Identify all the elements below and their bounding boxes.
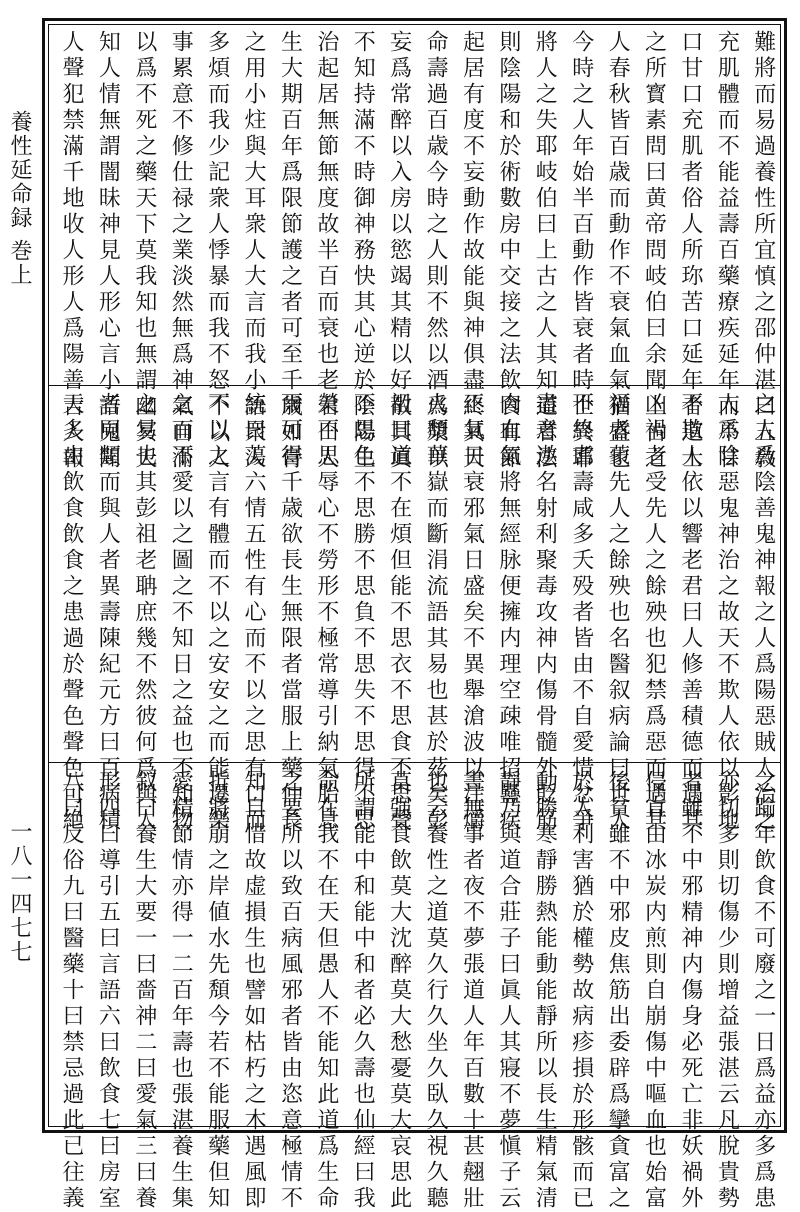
- text-column: 妄爲常醉以入房以慾竭其精以好散其眞: [386, 30, 412, 472]
- panel-divider-2: [48, 762, 781, 763]
- text-column: 之人爲陰善鬼神報之人爲陽惡賊人治之: [750, 392, 776, 834]
- text-column: 知人情無謂闇昧神見人形心言小語鬼聞: [95, 30, 121, 472]
- text-column: 也云養性之道莫久行久坐久臥久視久聽: [423, 770, 449, 1212]
- text-column: 不以之言有體而不以之安安之而能遷樂: [204, 392, 230, 834]
- text-column: 多煩而我少記衆人悸暴而我不怒不以人: [204, 30, 230, 472]
- text-column: 治起居無節無度故半百而衰也老君曰人: [313, 30, 339, 472]
- text-column: 之易也其彭祖老聃庶幾不然彼何爲與人: [131, 392, 157, 834]
- text-column: 靜乃與道合莊子曰眞人其寢不夢愼子云: [495, 770, 521, 1212]
- text-column: 之要所以致百病風邪者皆由恣意極情不: [277, 770, 303, 1212]
- text-column: 命在我不在天但愚人不能知此道爲生命: [313, 770, 339, 1212]
- text-column: 者同類而與人者異壽陳紀元方曰百病積: [95, 392, 121, 834]
- text-column: 盡意遨名射利聚毒攻神内傷骨髓外貶筋: [532, 392, 558, 834]
- text-column: 之所寳素問曰黄帝問岐伯曰余聞上古之: [641, 30, 667, 472]
- text-column: 後貧雖不中邪皮焦筋出委辟爲攣貪富之: [605, 770, 631, 1212]
- text-column: 叙曰養生大要一曰嗇神二曰愛氣三曰養: [131, 770, 157, 1212]
- text-column: 人春秋皆百歳而動作不衰氣血氣猶盛也: [605, 30, 631, 472]
- text-column: 充肌體而不能益壽百藥療疾延年而不甘: [714, 30, 740, 472]
- text-column: 火頽華嶽而斷涓流語其易也甚於茲矣彭: [423, 392, 449, 834]
- text-column: 以爲不死之藥天下莫我知也無謂幽冥天: [131, 30, 157, 472]
- text-column: 命壽過百歳今時之人則不然以酒爲漿以: [423, 30, 449, 472]
- text-column: 則陰陽和於術數房中交接之法飲食有節: [495, 30, 521, 472]
- panel-divider-1: [48, 385, 781, 386]
- text-column: 晝無事者夜不夢張道人年百數十甚翹壯: [459, 770, 485, 1212]
- text-column: 侵直由冰炭内煎則自崩傷中嘔血也始富: [641, 770, 667, 1212]
- margin-title: 養性延命録 巻上: [7, 110, 32, 287]
- text-column: 不欺人依以響老君曰人修善積德而遇其: [677, 392, 703, 834]
- text-column: 形四曰導引五曰言語六曰飲食七曰房室: [95, 770, 121, 1212]
- text-panel-top: [59, 30, 776, 472]
- text-column: 祖曰道不在煩但能不思衣不思食不思聲: [386, 392, 412, 834]
- text-panel-bottom: [59, 770, 776, 1212]
- text-column: 亦切多則切傷少則增益張湛云凡脫貴勢: [714, 770, 740, 1212]
- text-column: 將人之失耶岐伯曰上古之人其知道者法: [532, 30, 558, 472]
- text-column: 起居有度不妄動作故能與神俱盡終其天: [459, 30, 485, 472]
- text-column: 口甘口充肌者俗人所珎苦口延年者道士: [677, 30, 703, 472]
- text-column: 凶禍者受先人之餘殃也犯禁爲惡而遇其: [641, 392, 667, 834]
- text-column: 正氣日衰邪氣日盛矣不異舉滄波以注爝: [459, 392, 485, 834]
- text-column: 統曰蕩六情五性有心而不以之思有口而: [241, 392, 267, 834]
- text-column: 不終耆壽咸多夭殁者皆由不自愛惜忿爭: [568, 392, 594, 834]
- margin-page-number: 一八一四七七: [7, 820, 32, 964]
- text-column: 之踰年飲食不可廢之一日爲益亦多爲患: [750, 770, 776, 1212]
- text-column: 今時之人年始半百動作皆衰者時世異耶: [568, 30, 594, 472]
- text-column: 肉血氣將無經脉便擁内理空疎唯招蠱疾: [495, 392, 521, 834]
- text-column: 事累意不修仕禄之業淡然無爲神氣自滿: [168, 30, 194, 472]
- text-column: 難將而易過養性所宜慎之邵仲湛曰五敎: [750, 30, 776, 472]
- text-column: 者雖不中邪精神内傷身必死亡非妖禍外: [677, 770, 703, 1212]
- text-column: 不思色不思勝不思負不思失不思得不思: [350, 392, 376, 834]
- text-column: 天多由飲食飲食之患過於聲色聲色可絶: [59, 392, 84, 834]
- text-column: 福者蒙先人之餘殃也名醫叙病論曰世人: [605, 392, 631, 834]
- text-column: 所謂能中和能中和者必久壽也仙經曰我: [350, 770, 376, 1212]
- text-column: 人聲犯禁滿千地收人形人爲陽善吉人報: [59, 30, 84, 472]
- text-column: 知自惜故虚損生也譬如枯朽之木遇風即: [241, 770, 267, 1212]
- text-column: 莫强食飲莫大沈醉莫大愁憂莫大哀思此: [386, 770, 412, 1212]
- text-column: 生大期百年爲限節護之者可至千歳如膏: [277, 30, 303, 472]
- text-column: 愛精節情亦得一二百年壽也張湛養生集: [168, 770, 194, 1212]
- text-column: 人爲陰惡鬼神治之故天不欺人依以影地: [714, 392, 740, 834]
- text-column: 折將崩之岸値水先頽今若不能服藥但知: [204, 770, 230, 1212]
- text-panel-middle: [59, 392, 776, 834]
- text-column: 於人利害猶於權勢故病疹損於形骸而已: [568, 770, 594, 1212]
- text-column: 榮不思辱心不勞形不極常導引納氣胎息: [313, 392, 339, 834]
- text-column: 爾可得千歳欲長生無限者當服上藥仲長: [277, 392, 303, 834]
- text-column: 不知持滿不時御神務快其心逆於陰陽生: [350, 30, 376, 472]
- text-column: 之而不愛以之圖之不知日之益也不知物: [168, 392, 194, 834]
- text-column: 之用小炷與大耳衆人大言而我小語衆人: [241, 30, 267, 472]
- text-column: 動勝寒靜勝熱能動能靜所以長生精氣清: [532, 770, 558, 1212]
- text-column: 八曰反俗九曰醫藥十曰禁忌過此已往義: [59, 770, 84, 1212]
